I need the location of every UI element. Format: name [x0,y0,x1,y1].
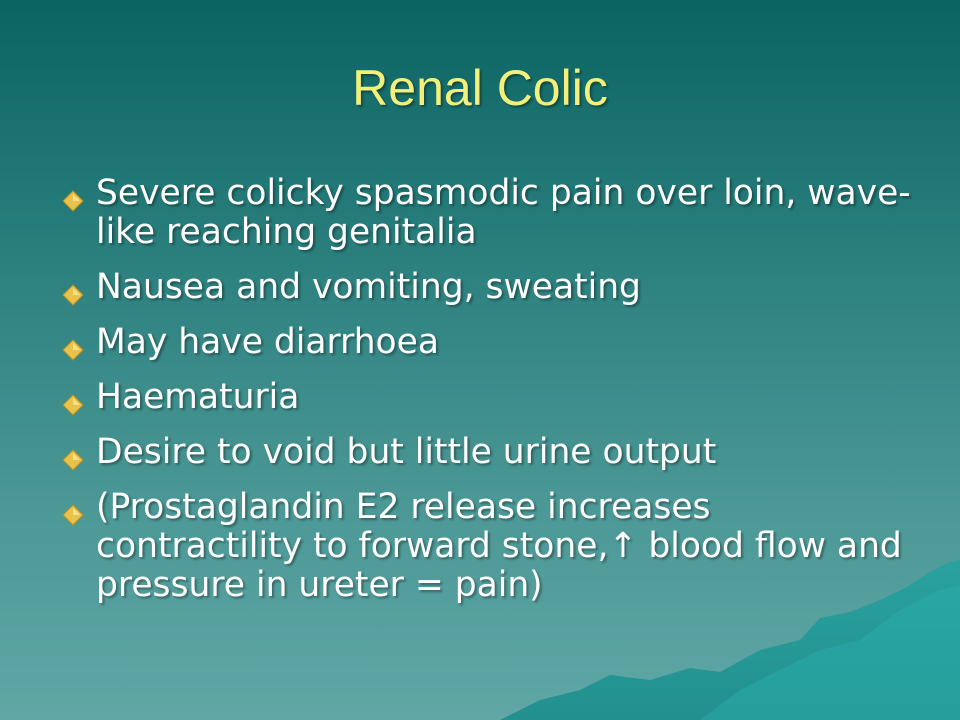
bullet-text: Nausea and vomiting, sweating [96,267,641,307]
bullet-text: Severe colicky spasmodic pain over loin, wave-like reaching genitalia [96,173,911,252]
bullet-list [62,174,912,621]
bullet-text: Desire to void but little urine output [96,432,717,472]
bullet-item [62,268,912,307]
bullet-text: Haematuria [96,377,300,417]
slide-title: Renal Colic [352,60,608,116]
bullet-item [62,323,912,362]
diamond-bullet-icon [62,284,96,306]
bullet-item [62,488,912,605]
diamond-bullet-icon [62,394,96,416]
diamond-bullet-icon [62,449,96,471]
diamond-bullet-icon [62,190,96,212]
bullet-text: (Prostaglandin E2 release increases contractility to forward stone,↑ blood flow and pressure in ureter = pain) [96,487,902,605]
bullet-item [62,433,912,472]
bullet-item [62,174,912,252]
diamond-bullet-icon [62,339,96,361]
bullet-item [62,378,912,417]
diamond-bullet-icon [62,504,96,526]
bullet-text: May have diarrhoea [96,322,440,362]
